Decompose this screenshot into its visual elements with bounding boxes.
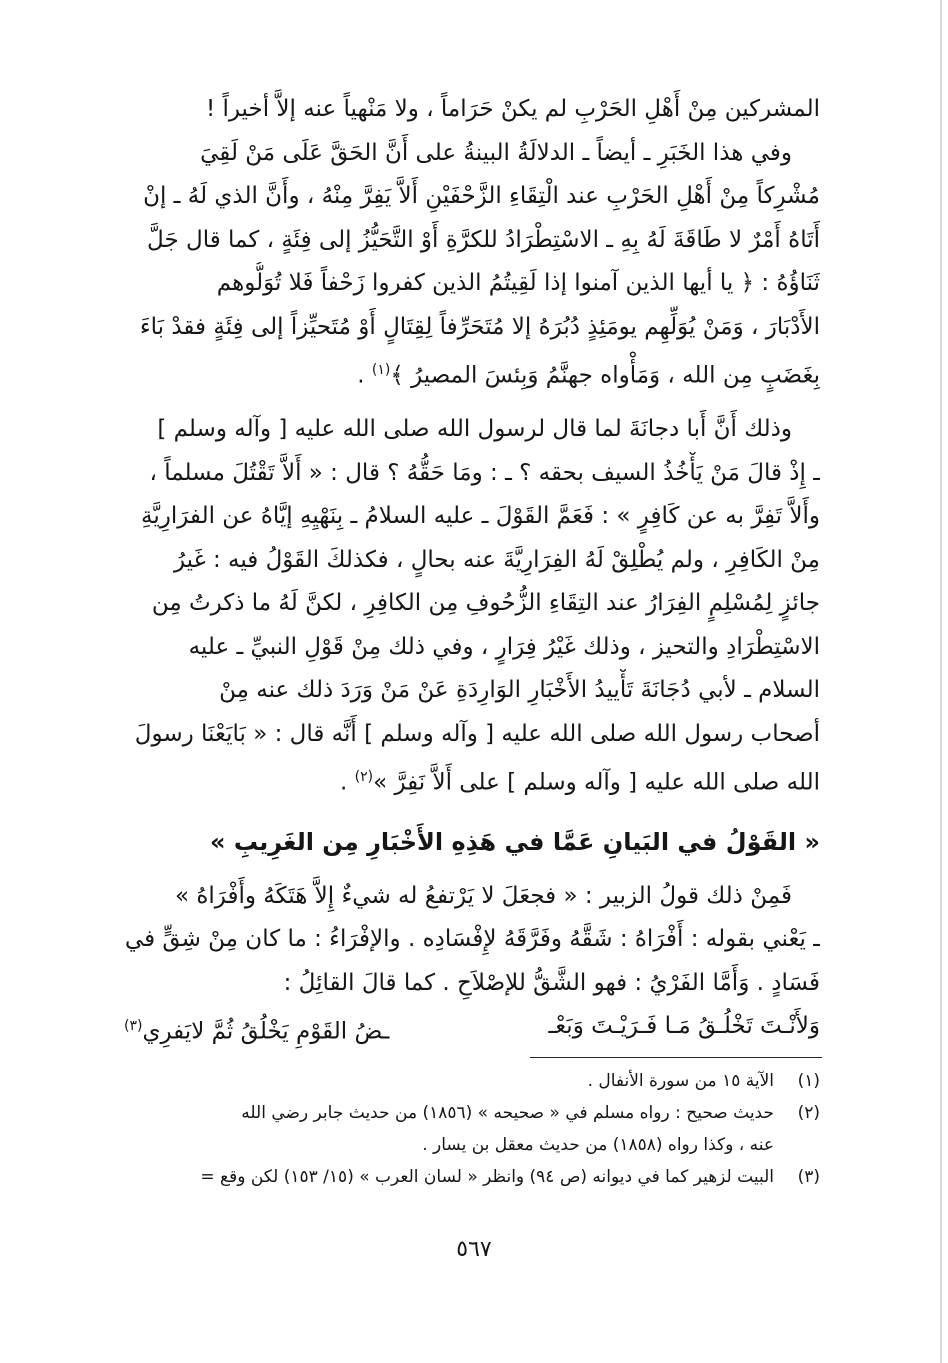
text-line: المشركين مِنْ أَهْلِ الحَرْبِ لم يكنْ حَرَاماً ، ولا مَنْهياً عنه إلاَّ أخيراً ! — [205, 96, 820, 122]
footnote-ref-1: (١) — [371, 362, 391, 378]
text-line: جائزٍ لِمُسْلِمٍ الفِرَارُ عند التِقَاءِ الزُّحُوفِ مِن الكافِرِ ، لكنَّ لَهُ ما ذكرتُ مِن — [151, 590, 820, 617]
poetry-verse — [124, 1005, 820, 1054]
verse-first-hemistich: وَلأَنْـتَ تَخْلُـقُ مَـا فَـرَيْـتَ وَبَعْـ — [548, 1013, 820, 1040]
text-line: فَمِنْ ذلك قولُ الزبير : « فجعَلَ لا يَرْتفعُ له شيءٌ إِلاَّ هَتَكَهُ وأَفْرَاهُ » — [174, 882, 792, 909]
text-line: مِنْ الكَافِرِ ، ولم يُطْلِقْ لَهُ الفِرَارِيَّةَ عنه بحالٍ ، فكذلكَ القَوْلُ فيه : غَيرُ — [173, 546, 820, 573]
verse-second-hemistich: ـضُ القَوْمِ يَخْلُقُ ثُمَّ لايَفرِي — [142, 1018, 390, 1045]
footnote-text: البيت لزهير كما في ديوانه (ص ٩٤) وانظر « لسان العرب » (١٥/ ١٥٣) لكن وقع = — [200, 1167, 774, 1187]
section-heading: « القَوْلُ في البَيانِ عَمَّا في هَذِهِ الأَخْبَارِ مِن الغَرِيبِ » — [209, 828, 820, 857]
text-fragment: . — [339, 769, 355, 796]
verse-second-hemistich-wrap — [124, 1005, 389, 1054]
text-line: السلام ـ لأبي دُجَانَةَ تَأْييدُ الأَخْبَارِ الوَارِدَةِ عَنْ مَنْ وَرَدَ ذلك عنه مِنْ — [219, 677, 820, 704]
scan-edge — [940, 0, 942, 1363]
page-number: ٥٦٧ — [456, 1237, 492, 1262]
text-line: وفي هذا الخَبَرِ ـ أيضاً ـ الدلالَةُ البينةُ على أَنَّ الحَقَّ عَلَى مَنْ لَقِيَ — [200, 139, 792, 166]
text-line: ـ إِذْ قالَ مَنْ يَأْخُذُ السيف بحقه ؟ ـ : ومَا حَقُّهُ ؟ قال : « أَلاَّ تَقْتُلَ مسلماً ، — [149, 459, 820, 486]
footnote-ref-2: (٢) — [354, 769, 374, 786]
text-line: الأَدْبَارَ ، وَمَنْ يُوَلِّهِم يومَئِذٍ دُبُرَهُ إلا مُتَحَرِّفاً لِقِتَالٍ أَوْ مُتَحيِّزاً إلى فِئَةٍ فقدْ بَاءَ — [139, 313, 820, 340]
footnote-number: (٢) — [797, 1103, 820, 1123]
text-line: أَتَاهُ أَمْرٌ لا طَاقَةَ لَهُ بِهِ ـ الاسْتِطْرَادُ للكرَّةِ أَوْ التَّحَيُّزُ إلى فِئَةٍ ، كما قال جَلَّ — [147, 226, 820, 253]
text-line: وأَلاَّ تَفِرَّ به عن كَافِرٍ » : فَعَمَّ القَوْلَ ـ عليه السلامُ ـ بِنَهْيِهِ إيَّاهُ عن الفرَارِيَّةِ — [141, 503, 820, 530]
footnote-text: حديث صحيح : رواه مسلم في « صحيحه » (١٨٥٦) من حديث جابر رضي الله — [241, 1103, 774, 1123]
main-text — [124, 88, 820, 1054]
footnote-number: (١) — [797, 1071, 820, 1091]
text-line: أصحاب رسول الله صلى الله عليه [ وآله وسلم ] أَنَّه قال : « بَايَعْنَا رسولَ — [134, 720, 820, 747]
footnote-number: (٣) — [797, 1167, 820, 1187]
footnote-2 — [124, 1097, 820, 1129]
footnote-3 — [124, 1161, 820, 1193]
text-fragment: الله صلى الله عليه [ وآله وسلم ] على أَلاَّ نَفِرَّ » — [373, 769, 820, 796]
text-line: مُشْرِكاً مِنْ أَهْلِ الحَرْبِ عند الْتِقَاءِ الزَّحْفَيْنِ أَلاَّ يَفِرَّ مِنْهُ ، وأَنَّ الذي لَهُ ـ إنْ — [143, 183, 820, 209]
text-line: ـ يَعْني بقوله : أَفْرَاهُ : شَقَّهُ وفَرَّقَهُ لإِفْسَادِه . والإفْرَاءُ : ما كان مِنْ شِقٍّ في — [124, 926, 820, 953]
footnotes — [124, 1065, 820, 1193]
text-fragment: . — [357, 362, 372, 389]
text-line-with-note — [124, 349, 820, 398]
footnote-text: الآية ١٥ من سورة الأنفال . — [587, 1071, 774, 1091]
footnote-ref-3: (٣) — [124, 1018, 143, 1035]
text-line: وذلك أَنَّ أَبا دجانَةَ لما قال لرسول الله صلى الله عليه [ وآله وسلم ] — [157, 416, 792, 443]
text-fragment: بِغَضَبٍ مِن الله ، وَمَأْواه جهنَّمُ وَبِئسَ المصيرُ ﴾ — [390, 362, 820, 389]
footnote-1 — [124, 1065, 820, 1097]
text-line-with-note — [124, 756, 820, 805]
text-line: فَسَادٍ . وَأَمَّا الفَرْيُ : فهو الشَّقُّ للإصْلاَحِ . كما قالَ القائِلُ : — [283, 969, 820, 996]
text-line: ثَنَاؤُهُ : ﴿ يا أيها الذين آمنوا إذا لَقِيتُمُ الذين كفروا زَحْفاً فَلا تُوَلُّوهم — [216, 270, 820, 296]
text-line: الاسْتِطْرَادِ والتحيز ، وذلك غَيْرُ فِرَارٍ ، وفي ذلك مِنْ قَوْلِ النبيِّ ـ عليه — [188, 633, 820, 660]
footnote-separator — [530, 1057, 822, 1058]
footnote-2-continuation: عنه ، وكذا رواه (١٨٥٨) من حديث معقل بن يسار . — [422, 1135, 774, 1155]
